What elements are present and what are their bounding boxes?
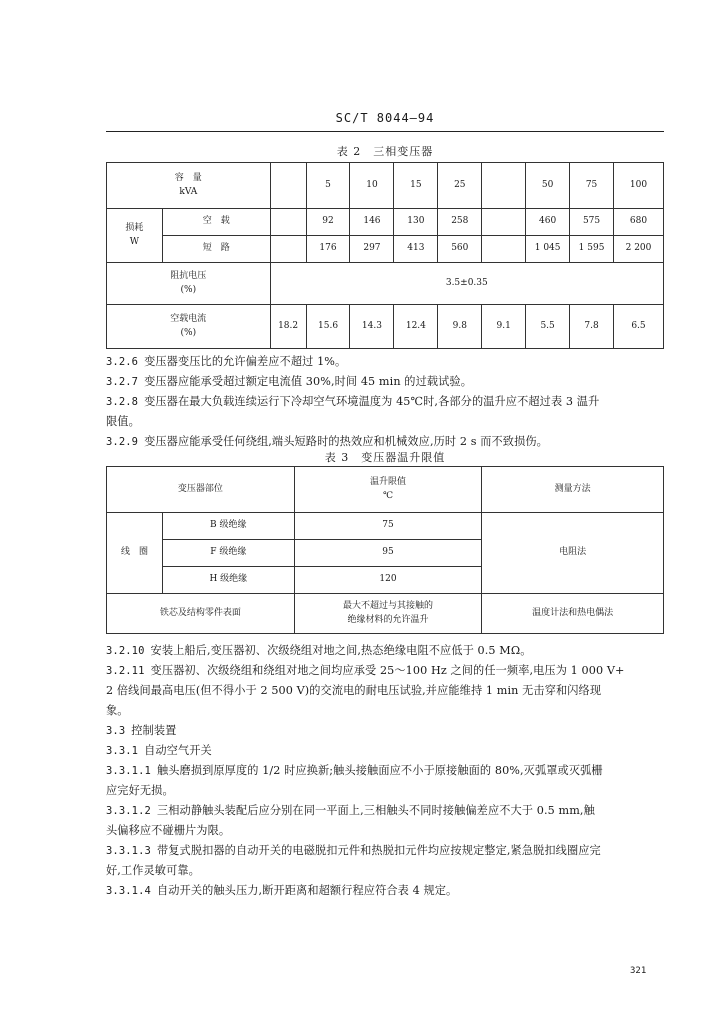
table3-temperature-rise-limits	[106, 466, 664, 634]
clause-number: 3.3.1.4	[106, 885, 151, 897]
clause-text: 自动开关的触头压力,断开距离和超额行程应符合表 4 规定。	[156, 884, 458, 897]
paragraph-line	[106, 781, 666, 801]
clause-text: 安装上船后,变压器初、次级绕组对地之间,热态绝缘电阻不应低于 0.5 MΩ。	[150, 644, 532, 657]
noload-cell: 258	[438, 209, 482, 236]
capacity-cell: 5	[306, 163, 350, 209]
noload-current-unit: (%)	[180, 327, 197, 338]
paragraph-line	[106, 681, 666, 701]
standard-code-header: SC/T 8044—94	[335, 111, 435, 125]
paragraphs-section-b	[106, 641, 666, 901]
paragraph-line	[106, 741, 666, 761]
h-class-value: 120	[294, 567, 482, 594]
h-class-label: H 级绝缘	[162, 567, 294, 594]
capacity-cell: 25	[438, 163, 482, 209]
core-label: 铁芯及结构零件表面	[107, 594, 295, 634]
clause-text: 2 倍线间最高电压(但不得小于 2 500 V)的交流电的耐电压试验,并应能维持 1 min 无击穿和闪络现	[106, 684, 602, 697]
noload-current-cell: 12.4	[394, 305, 438, 349]
paragraphs-section-a	[106, 352, 666, 452]
core-limit	[294, 594, 482, 634]
noload-current-cell: 9.8	[438, 305, 482, 349]
col-limit-label: 温升限值	[369, 477, 406, 487]
paragraph-line	[106, 801, 666, 821]
paragraph-line	[106, 861, 666, 881]
clause-number: 3.3	[106, 725, 126, 737]
paragraph-line	[106, 412, 666, 432]
paragraph-line	[106, 392, 666, 412]
table2-row-noload-current	[107, 305, 664, 349]
clause-text: 控制装置	[131, 724, 177, 737]
core-limit-line-2: 绝缘材料的允许温升	[347, 614, 429, 625]
noload-cell: 146	[350, 209, 394, 236]
clause-text: 三相动静触头装配后应分别在同一平面上,三相触头不同时接触偏差应不大于 0.5 mm,触	[156, 804, 595, 817]
capacity-cell	[270, 163, 306, 209]
paragraph-line	[106, 352, 666, 372]
table3-row-b-class	[107, 513, 664, 540]
noload-cell: 680	[614, 209, 664, 236]
paragraph-line	[106, 721, 666, 741]
impedance-value: 3.5±0.35	[270, 263, 663, 305]
capacity-unit: kVA	[179, 186, 198, 197]
clause-number: 3.3.1.3	[106, 845, 151, 857]
clause-number: 3.2.10	[106, 645, 145, 657]
col-limit-unit: ℃	[382, 490, 394, 501]
loss-unit: W	[129, 236, 140, 247]
clause-text: 变压器变压比的允许偏差应不超过 1%。	[144, 355, 347, 368]
short-cell: 2 200	[614, 236, 664, 263]
short-cell	[482, 236, 526, 263]
noload-current-cell: 5.5	[526, 305, 570, 349]
noload-label: 空 载	[162, 209, 270, 236]
table2-row-noload-loss	[107, 209, 664, 236]
short-cell: 560	[438, 236, 482, 263]
noload-cell	[482, 209, 526, 236]
clause-text: 带复式脱扣器的自动开关的电磁脱扣元件和热脱扣元件均应按规定整定,紧急脱扣线圈应完	[156, 844, 601, 857]
header-rule	[106, 131, 664, 132]
capacity-cell: 75	[570, 163, 614, 209]
noload-current-header	[107, 305, 271, 349]
impedance-header	[107, 263, 271, 305]
clause-text: 应完好无损。	[106, 784, 174, 797]
table2-row-short-loss	[107, 236, 664, 263]
table3-caption: 表 3 变压器温升限值	[324, 451, 446, 464]
noload-cell	[270, 209, 306, 236]
clause-text: 象。	[106, 704, 129, 717]
paragraph-line	[106, 841, 666, 861]
clause-number: 3.2.11	[106, 665, 145, 677]
paragraph-line	[106, 661, 666, 681]
short-label: 短 路	[162, 236, 270, 263]
short-cell: 297	[350, 236, 394, 263]
capacity-cell: 50	[526, 163, 570, 209]
loss-label: 损耗	[125, 223, 144, 233]
clause-text: 好,工作灵敏可靠。	[106, 864, 200, 877]
short-cell: 1 045	[526, 236, 570, 263]
noload-cell: 460	[526, 209, 570, 236]
col-part-header: 变压器部位	[107, 467, 295, 513]
paragraph-line	[106, 372, 666, 392]
capacity-cell: 100	[614, 163, 664, 209]
noload-cell: 575	[570, 209, 614, 236]
short-cell: 413	[394, 236, 438, 263]
clause-text: 变压器初、次级绕组和绕组对地之间均应承受 25～100 Hz 之间的任一频率,电压为 1 000 V+	[150, 664, 625, 677]
table2-row-impedance	[107, 263, 664, 305]
f-class-value: 95	[294, 540, 482, 567]
table2-three-phase-transformer	[106, 162, 664, 349]
paragraph-line	[106, 701, 666, 721]
b-class-value: 75	[294, 513, 482, 540]
core-method: 温度计法和热电偶法	[482, 594, 664, 634]
clause-text: 变压器在最大负载连续运行下冷却空气环境温度为 45℃时,各部分的温升应不超过表 3 温升	[144, 395, 600, 408]
noload-cell: 130	[394, 209, 438, 236]
capacity-header	[107, 163, 271, 209]
loss-header	[107, 209, 163, 263]
page-number: 321	[630, 966, 647, 976]
table3-row-core	[107, 594, 664, 634]
noload-current-cell: 18.2	[270, 305, 306, 349]
clause-text: 自动空气开关	[144, 744, 212, 757]
capacity-label: 容 量	[174, 173, 202, 183]
impedance-label: 阻抗电压	[170, 271, 207, 281]
paragraph-line	[106, 821, 666, 841]
short-cell: 176	[306, 236, 350, 263]
winding-method: 电阻法	[482, 513, 664, 594]
noload-current-cell: 14.3	[350, 305, 394, 349]
capacity-cell	[482, 163, 526, 209]
table2-row-capacity	[107, 163, 664, 209]
noload-current-cell: 9.1	[482, 305, 526, 349]
capacity-cell: 15	[394, 163, 438, 209]
table2-caption: 表 2 三相变压器	[336, 145, 434, 158]
clause-number: 3.3.1.1	[106, 765, 151, 777]
clause-text: 限值。	[106, 415, 140, 428]
clause-text: 变压器应能承受任何绕组,端头短路时的热效应和机械效应,历时 2 s 而不致损伤。	[144, 435, 548, 448]
capacity-cell: 10	[350, 163, 394, 209]
clause-number: 3.3.1.2	[106, 805, 151, 817]
paragraph-line	[106, 761, 666, 781]
paragraph-line	[106, 881, 666, 901]
short-cell: 1 595	[570, 236, 614, 263]
paragraph-line	[106, 641, 666, 661]
short-cell	[270, 236, 306, 263]
clause-number: 3.2.8	[106, 396, 139, 408]
clause-number: 3.2.9	[106, 436, 139, 448]
core-limit-line-1: 最大不超过与其接触的	[342, 601, 433, 611]
noload-cell: 92	[306, 209, 350, 236]
col-method-header: 测量方法	[482, 467, 664, 513]
impedance-unit: (%)	[180, 284, 197, 295]
clause-number: 3.2.6	[106, 356, 139, 368]
clause-text: 头偏移应不碰栅片为限。	[106, 824, 231, 837]
clause-number: 3.3.1	[106, 745, 139, 757]
winding-label: 线 圈	[107, 513, 163, 594]
col-limit-header	[294, 467, 482, 513]
clause-number: 3.2.7	[106, 376, 139, 388]
noload-current-label: 空载电流	[170, 314, 207, 324]
noload-current-cell: 6.5	[614, 305, 664, 349]
clause-text: 变压器应能承受超过额定电流值 30%,时间 45 min 的过载试验。	[144, 375, 473, 388]
clause-text: 触头磨损到原厚度的 1/2 时应换新;触头接触面应不小于原接触面的 80%,灭弧罩或灭弧栅	[156, 764, 603, 777]
f-class-label: F 级绝缘	[162, 540, 294, 567]
b-class-label: B 级绝缘	[162, 513, 294, 540]
noload-current-cell: 7.8	[570, 305, 614, 349]
table3-header-row	[107, 467, 664, 513]
noload-current-cell: 15.6	[306, 305, 350, 349]
